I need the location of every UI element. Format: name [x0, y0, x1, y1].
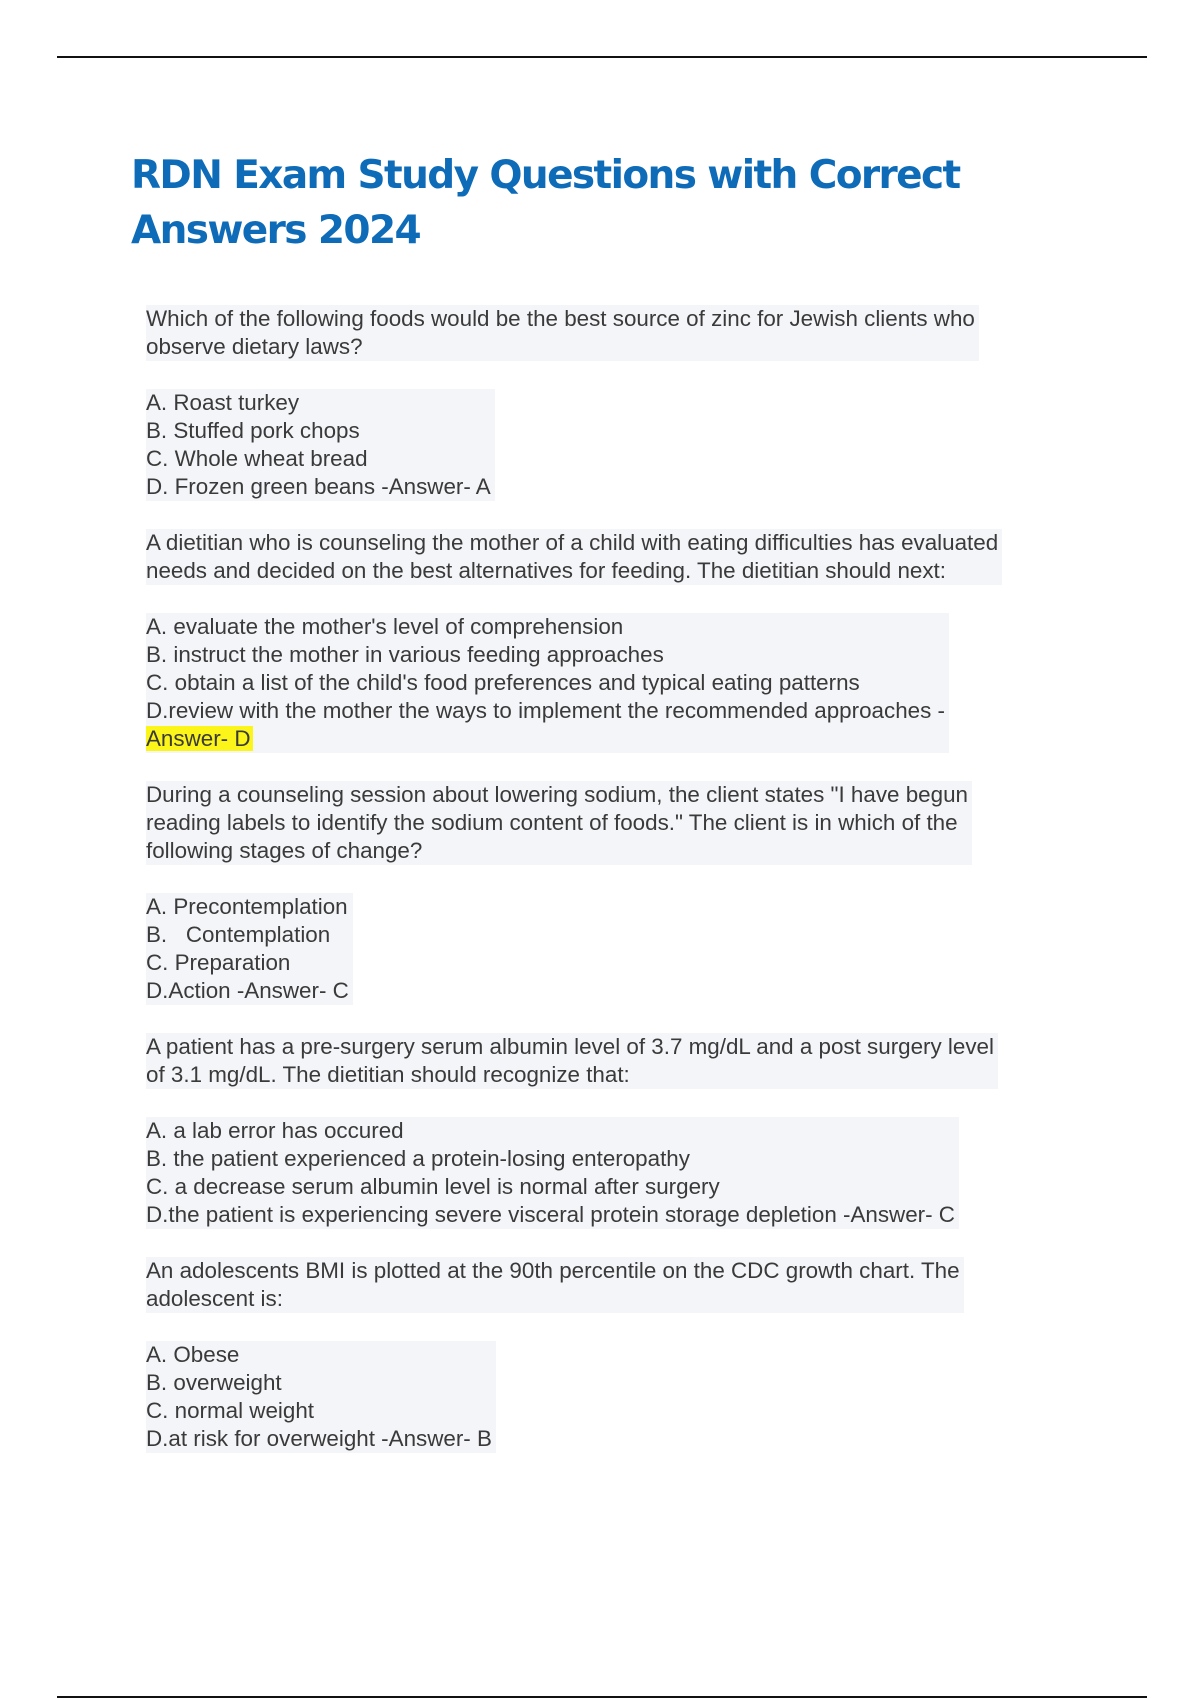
answer-option: C. normal weight	[146, 1398, 314, 1423]
answer-option: A. Roast turkey	[146, 390, 300, 415]
answer-option: A. a lab error has occured	[146, 1118, 404, 1143]
bottom-rule	[57, 1696, 1147, 1698]
answer-option: D.review with the mother the ways to implement the recommended approaches -	[146, 698, 945, 723]
question-item	[146, 781, 1146, 1033]
title-line-2: Answers 2024	[131, 208, 421, 253]
answer-option: C. Whole wheat bread	[146, 446, 368, 471]
answer-options	[146, 389, 495, 501]
answer-line	[146, 725, 945, 753]
answer-option: C. obtain a list of the child's food preferences and typical eating patterns	[146, 670, 860, 695]
question-line: adolescent is:	[146, 1286, 283, 1311]
question-line: observe dietary laws?	[146, 334, 363, 359]
question-text	[146, 529, 1002, 585]
answer-option: B. instruct the mother in various feeding approaches	[146, 642, 664, 667]
answer-option: A. Obese	[146, 1342, 240, 1367]
question-text	[146, 1257, 964, 1313]
question-line: Which of the following foods would be the best source of zinc for Jewish clients who	[146, 306, 975, 331]
question-line: An adolescents BMI is plotted at the 90th percentile on the CDC growth chart. The	[146, 1258, 960, 1283]
question-line: A dietitian who is counseling the mother of a child with eating difficulties has evaluated	[146, 530, 999, 555]
question-line: During a counseling session about lowering sodium, the client states "I have begun	[146, 782, 968, 807]
question-line: needs and decided on the best alternatives for feeding. The dietitian should next:	[146, 558, 946, 583]
answer-options	[146, 613, 949, 753]
answer-options	[146, 1117, 959, 1229]
answer-option: B. overweight	[146, 1370, 282, 1395]
question-item	[146, 529, 1146, 781]
highlighted-answer: Answer- D	[146, 726, 251, 751]
answer-option: D. Frozen green beans -Answer- A	[146, 474, 491, 499]
question-line: A patient has a pre-surgery serum albumin level of 3.7 mg/dL and a post surgery level	[146, 1034, 994, 1059]
answer-option: B. the patient experienced a protein-losing enteropathy	[146, 1146, 690, 1171]
question-text	[146, 1033, 998, 1089]
top-rule	[57, 56, 1147, 58]
answer-option: D.Action -Answer- C	[146, 978, 349, 1003]
answer-option: B. Stuffed pork chops	[146, 418, 360, 443]
answer-options	[146, 893, 353, 1005]
document-title	[131, 148, 1131, 258]
question-line: reading labels to identify the sodium content of foods." The client is in which of the	[146, 810, 958, 835]
question-line: following stages of change?	[146, 838, 423, 863]
answer-option: A. Precontemplation	[146, 894, 348, 919]
questions-list	[146, 305, 1146, 1481]
question-text	[146, 305, 979, 361]
answer-option: B. Contemplation	[146, 922, 331, 947]
answer-option: C. a decrease serum albumin level is normal after surgery	[146, 1174, 720, 1199]
answer-option: A. evaluate the mother's level of comprehension	[146, 614, 624, 639]
question-item	[146, 1033, 1146, 1257]
question-text	[146, 781, 972, 865]
answer-option: C. Preparation	[146, 950, 291, 975]
answer-options	[146, 1341, 496, 1453]
question-line: of 3.1 mg/dL. The dietitian should recognize that:	[146, 1062, 630, 1087]
question-item	[146, 1257, 1146, 1481]
title-line-1: RDN Exam Study Questions with Correct	[131, 153, 960, 198]
question-item	[146, 305, 1146, 529]
answer-option: D.the patient is experiencing severe visceral protein storage depletion -Answer- C	[146, 1202, 955, 1227]
answer-option: D.at risk for overweight -Answer- B	[146, 1426, 492, 1451]
